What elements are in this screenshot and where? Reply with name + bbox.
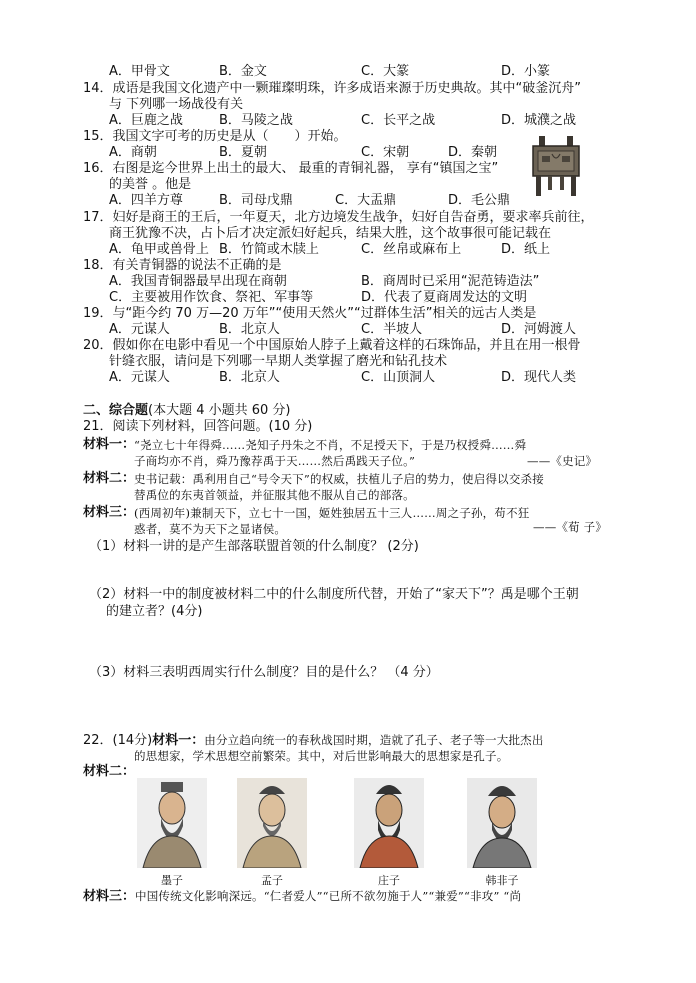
q15-option-b[interactable]: B．夏朝 (219, 145, 267, 160)
q15-stem: 15．我国文字可考的历史是从（ ）开始。 (83, 129, 347, 144)
q22-material3-line1: 中国传统文化影响深远。“仁者爱人”“已所不欲勿施于人”“兼爱”“非攻” “尚 (135, 889, 522, 903)
q21-material2-line1: 史书记载：禹利用自己“号令天下”的权威，扶植儿子启的势力，使启得以交杀接 (134, 472, 544, 486)
q21-material1-source: ——《史记》 (527, 454, 598, 468)
portrait-label-hanfeizi: 韩非子 (485, 874, 519, 887)
q14-option-c[interactable]: C．长平之战 (361, 113, 436, 128)
q21-material1-label: 材料一： (83, 437, 136, 452)
q17-option-d[interactable]: D．纸上 (501, 242, 551, 257)
q13-option-b[interactable]: B．金文 (219, 64, 267, 79)
q15-option-d[interactable]: D．秦朝 (448, 145, 498, 160)
q13-option-d[interactable]: D．小篆 (501, 64, 551, 79)
section-heading (83, 403, 291, 419)
q16-option-b[interactable]: B．司母戊鼎 (219, 193, 293, 208)
q19-option-b[interactable]: B．北京人 (219, 322, 280, 337)
q22-material3-label: 材料三： (83, 889, 136, 904)
q20-option-c[interactable]: C．山顶洞人 (361, 370, 436, 385)
q17-option-c[interactable]: C．丝帛或麻布上 (361, 242, 462, 257)
q21-material1-line1: “尧立七十年得舜……尧知子丹朱之不肖，不足授天下，于是乃权授舜……舜 (134, 438, 527, 452)
q16-option-d[interactable]: D．毛公鼎 (448, 193, 511, 208)
q21-material3-line2: 惑者，莫不为天下之显诸侯。 (134, 522, 287, 536)
portrait-hanfeizi (467, 778, 537, 868)
q14-option-d[interactable]: D．城濮之战 (501, 113, 577, 128)
q21-subquestion-3: （3）材料三表明西周实行什么制度？目的是什么？ （4 分） (89, 665, 439, 680)
q20-stem-line2: 针缝衣服，请问是下列哪一早期人类掌握了磨光和钻孔技术 (109, 354, 448, 369)
q18-option-c[interactable]: C．主要被用作饮食、祭祀、军事等 (109, 290, 314, 305)
bronze-ding-image (530, 134, 582, 198)
section-heading-title: 二、综合题 (83, 403, 149, 418)
portrait-zhuangzi (354, 778, 424, 868)
q20-option-d[interactable]: D．现代人类 (501, 370, 577, 385)
q18-stem: 18．有关青铜器的说法不正确的是 (83, 258, 282, 273)
q22-prefix: 22．(14分) (83, 733, 153, 748)
q16-option-c[interactable]: C．大盂鼎 (335, 193, 397, 208)
portrait-mozi (137, 778, 207, 868)
q22-line1 (83, 732, 544, 749)
q22-material1-line1: 由分立趋向统一的春秋战国时期，造就了孔子、老子等一大批杰出 (204, 733, 544, 747)
q17-option-a[interactable]: A．龟甲或兽骨上 (109, 242, 209, 257)
q14-option-b[interactable]: B．马陵之战 (219, 113, 293, 128)
portrait-label-mozi: 墨子 (161, 874, 183, 887)
q17-stem-line1: 17．妇好是商王的王后，一年夏天，北方边境发生战争，妇好自告奋勇，要求率兵前往， (83, 210, 594, 225)
section-heading-note: (本大题 4 小题共 60 分) (148, 403, 291, 418)
q13-option-c[interactable]: C．大篆 (361, 64, 410, 79)
q18-option-a[interactable]: A．我国青铜器最早出现在商朝 (109, 274, 287, 289)
q22-material1-line2: 的思想家，学术思想空前繁荣。其中，对后世影响最大的思想家是孔子。 (134, 749, 509, 763)
q21-subquestion-2-line2: 的建立者？(4分) (106, 604, 203, 619)
q16-stem-line1: 16．右图是迄今世界上出土的最大、 最重的青铜礼器， 享有“镇国之宝” (83, 161, 499, 176)
q21-subquestion-1: （1）材料一讲的是产生部落联盟首领的什么制度？ (2分) (89, 539, 419, 554)
q19-option-d[interactable]: D．河姆渡人 (501, 322, 577, 337)
q13-option-a[interactable]: A．甲骨文 (109, 64, 170, 79)
q19-stem: 19．与“距今约 70 万—20 万年”“使用天然火”“过群体生活”相关的远古人类是 (83, 306, 537, 321)
q22-material1-label: 材料一： (152, 733, 205, 748)
q21-material1-line2: 子商均亦不肖，舜乃豫荐禹于天……然后禹践天子位。” (134, 454, 416, 468)
q17-stem-line2: 商王犹豫不决，占卜后才决定派妇好起兵，结果大胜，这个故事很可能记载在 (109, 226, 552, 241)
portrait-mengzi (237, 778, 307, 868)
q21-material2-line2: 替禹位的东夷首领益，并征服其他不服从自己的部落。 (134, 488, 415, 502)
q15-option-a[interactable]: A．商朝 (109, 145, 157, 160)
q21-subquestion-2-line1: （2）材料一中的制度被材料二中的什么制度所代替，开始了“家天下”？禹是哪个王朝 (89, 587, 579, 602)
q20-option-b[interactable]: B．北京人 (219, 370, 280, 385)
q21-material3-source: ——《荀 子》 (533, 520, 608, 534)
q20-stem-line1: 20．假如你在电影中看见一个中国原始人脖子上戴着这样的石珠饰品，并且在用一根骨 (83, 338, 581, 353)
q20-option-a[interactable]: A．元谋人 (109, 370, 170, 385)
q16-option-a[interactable]: A．四羊方尊 (109, 193, 183, 208)
portrait-label-mengzi: 孟子 (261, 874, 283, 887)
q14-stem-line1: 14．成语是我国文化遗产中一颗璀璨明珠，许多成语来源于历史典故。其中“破釜沉舟” (83, 81, 582, 96)
q22-material3 (83, 888, 521, 905)
q15-option-c[interactable]: C．宋朝 (361, 145, 410, 160)
q16-stem-line2: 的美誉 。他是 (109, 177, 192, 192)
q19-option-c[interactable]: C．半坡人 (361, 322, 423, 337)
q21-material2-label: 材料二： (83, 471, 136, 486)
q17-option-b[interactable]: B．竹简或木牍上 (219, 242, 319, 257)
q14-stem-line2: 与 下列哪一场战役有关 (109, 97, 244, 112)
q21-stem: 21．阅读下列材料，回答问题。(10 分) (83, 419, 313, 434)
q22-material2-label: 材料二： (83, 764, 136, 779)
q19-option-a[interactable]: A．元谋人 (109, 322, 170, 337)
q21-material3-label: 材料三： (83, 505, 136, 520)
q18-option-d[interactable]: D．代表了夏商周发达的文明 (361, 290, 528, 305)
q18-option-b[interactable]: B．商周时已采用“泥范铸造法” (361, 274, 540, 289)
portrait-label-zhuangzi: 庄子 (378, 874, 400, 887)
q21-material3-line1: (西周初年)兼制天下，立七十一国，姬姓独居五十三人……周之子孙，苟不狂 (134, 506, 530, 520)
q14-option-a[interactable]: A．巨鹿之战 (109, 113, 183, 128)
